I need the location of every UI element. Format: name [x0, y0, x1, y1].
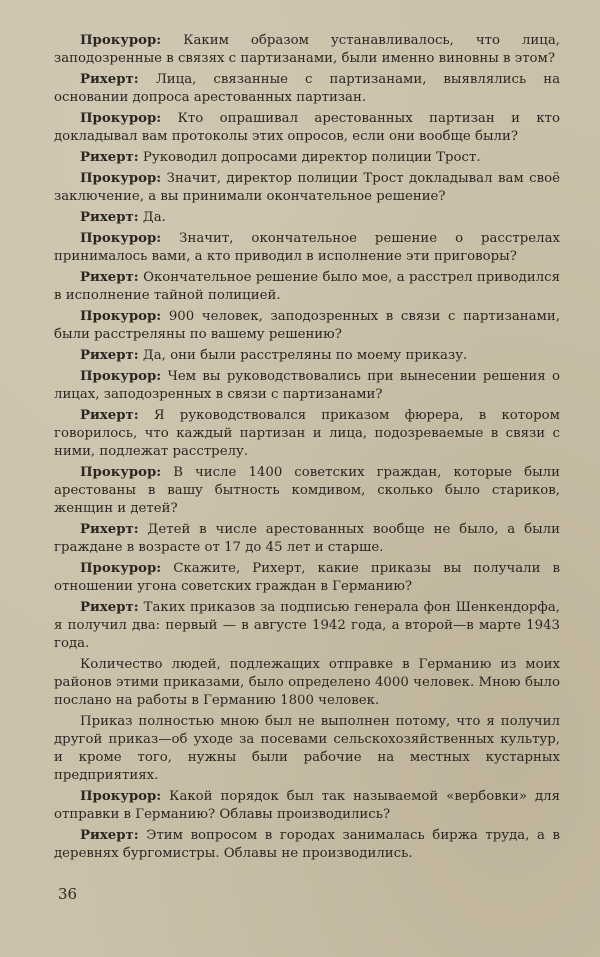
paragraph-text: Чем вы руководствовались при вынесении решения о лицах, заподозренных в связи с партизанами? [54, 369, 560, 402]
speaker-label: Рихерт: [80, 270, 139, 285]
paragraph-1 [54, 32, 560, 68]
paragraph-text: Да. [138, 210, 166, 225]
speaker-label: Прокурор: [80, 171, 162, 186]
page-number: 36 [58, 885, 78, 903]
paragraph-text: Этим вопросом в городах занималась биржа труда, а в деревнях бургомистры. Облавы не производились. [54, 828, 560, 861]
paragraph-text: В числе 1400 советских граждан, которые были арестованы в вашу бытность комдивом, сколько было стариков, женщин и детей? [54, 465, 560, 516]
paragraph-9 [54, 308, 560, 344]
paragraph-3 [54, 110, 560, 146]
paragraph-2 [54, 71, 560, 107]
paragraph-20 [54, 827, 560, 863]
paragraph-6 [54, 209, 560, 227]
paragraph-4 [54, 149, 560, 167]
paragraph-18 [54, 713, 560, 785]
paragraph-text: Детей в числе арестованных вообще не было, а были граждане в возрасте от 17 до 45 лет и старше. [54, 522, 560, 555]
paragraph-text: Значит, директор полиции Трост докладывал вам своё заключение, а вы принимали окончательное решение? [54, 171, 560, 204]
paragraph-text: Лица, связанные с партизанами, выявлялись на основании допроса арестованных партизан. [54, 72, 560, 105]
speaker-label: Прокурор: [80, 33, 162, 48]
speaker-label: Прокурор: [80, 231, 162, 246]
paragraph-16 [54, 599, 560, 653]
speaker-label: Рихерт: [80, 72, 139, 87]
interrogation-transcript [54, 32, 560, 863]
speaker-label: Прокурор: [80, 309, 162, 324]
paragraph-7 [54, 230, 560, 266]
paragraph-text: Приказ полностью мною был не выполнен потому, что я получил другой приказ—об уходе за посевами сельскохозяйственных культур, и кроме того, нужны были рабочие на местных кустарных предприятиях. [54, 714, 560, 783]
paragraph-17 [54, 656, 560, 710]
speaker-label: Рихерт: [80, 150, 139, 165]
paragraph-15 [54, 560, 560, 596]
paragraph-text: Количество людей, подлежащих отправке в Германию из моих районов этими приказами, было определено 4000 человек. Мною было послано на работы в Германию 1800 человек. [54, 657, 560, 708]
speaker-label: Прокурор: [80, 369, 162, 384]
paragraph-text: Да, они были расстреляны по моему приказу. [138, 348, 468, 363]
paragraph-13 [54, 464, 560, 518]
paragraph-10 [54, 347, 560, 365]
paragraph-text: Какой порядок был так называемой «вербовки» для отправки в Германию? Облавы производились? [54, 789, 560, 822]
paragraph-14 [54, 521, 560, 557]
speaker-label: Прокурор: [80, 465, 162, 480]
paragraph-text: 900 человек, заподозренных в связи с партизанами, были расстреляны по вашему решению? [54, 309, 560, 342]
speaker-label: Рихерт: [80, 408, 139, 423]
speaker-label: Рихерт: [80, 828, 139, 843]
speaker-label: Прокурор: [80, 789, 162, 804]
speaker-label: Рихерт: [80, 600, 139, 615]
paragraph-19 [54, 788, 560, 824]
paragraph-text: Руководил допросами директор полиции Трост. [138, 150, 481, 165]
paragraph-text: Окончательное решение было мое, а расстрел приводился в исполнение тайной полицией. [54, 270, 560, 303]
speaker-label: Прокурор: [80, 111, 162, 126]
paragraph-text: Скажите, Рихерт, какие приказы вы получали в отношении угона советских граждан в Германию? [54, 561, 560, 594]
paragraph-5 [54, 170, 560, 206]
paragraph-text: Таких приказов за подписью генерала фон Шенкендорфа, я получил два: первый — в августе 1942 года, а второй—в марте 1943 года. [54, 600, 560, 651]
speaker-label: Рихерт: [80, 210, 139, 225]
paragraph-12 [54, 407, 560, 461]
paragraph-text: Каким образом устанавливалось, что лица, заподозренные в связях с партизанами, были именно виновны в этом? [54, 33, 560, 66]
speaker-label: Рихерт: [80, 348, 139, 363]
paragraph-text: Я руководствовался приказом фюрера, в котором говорилось, что каждый партизан и лица, подозреваемые в связи с ними, подлежат расстрелу. [54, 408, 560, 459]
speaker-label: Прокурор: [80, 561, 162, 576]
paragraph-text: Значит, окончательное решение о расстрелах принималось вами, а кто приводил в исполнение эти приговоры? [54, 231, 560, 264]
paragraph-11 [54, 368, 560, 404]
paragraph-8 [54, 269, 560, 305]
paragraph-text: Кто опрашивал арестованных партизан и кто докладывал вам протоколы этих опросов, если они вообще были? [54, 111, 560, 144]
speaker-label: Рихерт: [80, 522, 139, 537]
